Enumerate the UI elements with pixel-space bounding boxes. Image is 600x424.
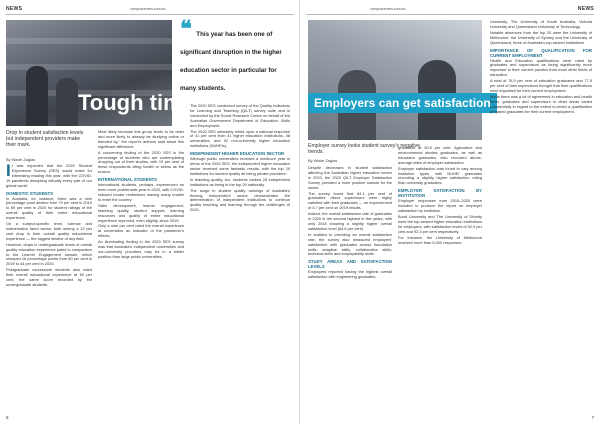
section-label: NEWS [6, 6, 23, 12]
article-column-3 [190, 104, 290, 414]
paragraph: Notable absences from the top 20 were the University of Melbourne, the University of Sydney and the University of Queensland, three of Australia's top-ranked institutions. [490, 29, 592, 45]
article-column-3 [490, 20, 592, 414]
article-caption: Drop in student satisfaction levels but independent providers make their mark. [6, 130, 84, 148]
paragraph: Despite decreases in student satisfaction affecting the Australian higher education sector in 2020, the 2020 QILT Employer Satisfaction Survey provided a more positive outlook for the sector. [308, 165, 392, 190]
section-heading: IMPORTANCE OF QUALIFICATION FOR CURRENT EMPLOYMENT [490, 47, 592, 58]
site-url[interactable]: campusreview.com.au [370, 7, 406, 11]
paragraph: The survey found that 84.1 per cent of graduates' direct supervisors were highly satisfied with their graduates — an improvement of 0.7 per cent on 2019 results. [308, 190, 392, 211]
photo-figure [26, 66, 48, 126]
article-photo [308, 20, 482, 140]
paragraph: Although public universities endured a mediocre year in terms of the 2020 SES, the independent higher education sector received some fantastic results, with the top 20 institutions for student quality all being private providers. [190, 156, 290, 176]
paragraph: Employer satisfaction was found to vary among institution types, with NUHEI graduates recording a slightly higher satisfaction rating than university graduates. [398, 165, 482, 186]
header-rule [306, 14, 594, 15]
paragraph: For instance, the University of Melbourne received more than 5,000 responses. [398, 234, 482, 245]
byline: By Wade Zaglas [6, 157, 36, 162]
byline: By Wade Zaglas [308, 158, 338, 163]
paragraph: Health and Education qualifications were rated by graduates and supervisors as being significantly more important to their current position than most other fields of education. [490, 57, 592, 78]
page-number: 6 [6, 415, 9, 420]
photo-shelf [6, 38, 172, 44]
photo-figure [56, 78, 78, 126]
article-title: Tough times [78, 90, 208, 115]
paragraph: On a subject-specific level, science and mathematics fared worse, both seeing a 13 per cent drop in their overall quality educational experience — the biggest decline of any field. [6, 221, 92, 241]
pull-quote-text: This year has been one of significant disruption in the higher education sector in particular for many students. [180, 31, 282, 92]
article-column-2 [98, 130, 184, 414]
paragraph: Only a nine per cent rated the overall experience at universities an indicator of the pandemic's effects. [98, 223, 184, 239]
section-heading: EMPLOYER SATISFACTION BY INSTITUTION [398, 188, 482, 199]
paragraph: It was expected that the 2020 Student Experience Survey (SES) would make for interesting reading this year, with the COVID-19 pandemic disrupting virtually every part of our global world. [6, 161, 92, 188]
paragraph: A concerning finding of the 2020 SES is the percentage of students who are contemplating dropping out of their studies, with 19 per cent of these respondents citing health or stress as the reason. [98, 149, 184, 175]
section-label: NEWS [577, 6, 594, 12]
paragraph: In addition to providing an overall satisfaction rate, the survey also measured employers' satisfaction with graduates across foundation skills, adaptive skills, collaborative skills, technical skills and employability skills. [308, 231, 392, 257]
section-heading: INTERNATIONAL STUDENTS [98, 177, 158, 183]
paragraph: graduates at 90.5 per cent. Agriculture and environmental studies graduates, as well as education graduates, also recorded above-average rates of employer satisfaction. [398, 145, 482, 165]
paragraph: Most likely because this group tends to be older and more likely to already be studying online or blended by," the report's authors said about this significant difference. [98, 129, 184, 149]
paragraph: A total of 78.9 per cent of education graduates and 77.5 per cent of their supervisors thought that their qualifications were important for their current employment. [490, 78, 592, 93]
paragraph: The 2020 SES conducted survey of the Quality Indicators for Learning and Teaching (QILT) survey suite and is conducted by the Social Research Centre on behalf of the Australian Government Department of Education, Skills and Employment. [190, 103, 290, 128]
paragraph: However, drops in undergraduate levels of overall quality education experience paled in comparison to the Learner Engagement domain, which slumped 16 percentage points from 60 per cent in 2019 to 44 per cent in 2020. [6, 241, 92, 267]
paragraph: In Australia, for instance, there was a nine percentage point decline from 79 per cent in 2019 to 69 per cent in 2020 for student ratings of the overall quality of their entire educational experience. [6, 195, 92, 221]
header-rule [6, 14, 294, 15]
section-heading: DOMESTIC STUDENTS [6, 190, 54, 196]
paragraph: In teaching quality, too, students ranked 28 independent institutions as being in the top 29 nationally. [190, 176, 290, 187]
paragraph: Postgraduate coursework students also rated their overall educational experience at 69 per cent, the same score recorded by the undergraduate students. [6, 267, 92, 287]
section-heading: STUDY AREAS AND SATISFACTION LEVELS [308, 259, 392, 270]
section-heading: INDEPENDENT HIGHER EDUCATION SECTOR [190, 151, 285, 157]
paragraph: Indeed, the overall satisfaction rate of graduates in 2020 is the second highest in five years, with only 2018 showing a slightly higher overall satisfaction level (84.6 per cent). [308, 211, 392, 231]
article-column-2 [398, 146, 482, 414]
drop-cap: I [6, 161, 11, 180]
article-caption: Employer survey looks student survey's negative trends. [308, 143, 420, 155]
paragraph: Skills development, learner engagement, teaching quality, student support, learning resources and quality of entire educational experience improved, even slightly, since 2019. [98, 202, 184, 223]
paragraph: Employer responses from 2018–2020 were included to produce the report on employer satisfaction by institution. [398, 198, 482, 214]
paragraph: The surge in student quality rankings of Australia's thriving independent sector demonstrates the determination of independent institutions to continue quality teaching and learning through the challenges of 2020. [190, 187, 290, 213]
right-page [300, 0, 600, 424]
site-url[interactable]: campusreview.com.au [130, 7, 166, 11]
article-column-1 [308, 166, 392, 414]
paragraph: Employers reported having the highest overall satisfaction with engineering graduates. [308, 269, 392, 280]
paragraph: The 2020 SES ultimately relied upon a national response of 41 per cent from 41 higher education institutions, 48 universities, and 92 non-university higher education institutions (NUHEIs). [190, 128, 290, 149]
article-column-1 [6, 161, 92, 414]
pull-quote [180, 16, 290, 95]
article-title: Employers can get satisfaction [308, 93, 497, 113]
quote-mark-icon: ❝ [180, 16, 192, 41]
paragraph: International students, perhaps, experienced an even more problematic year in 2020, with COVID-induced border restrictions leaving many unable to enter the country. [98, 182, 184, 202]
page-number: 7 [591, 415, 594, 420]
paragraph: Bond University and The University of Divinity were the top-ranked higher education institutions for employers, with satisfaction levels of 92.9 per cent and 92.3 per cent respectively. [398, 213, 482, 234]
paragraph: University, The University of South Australia, Victoria University and Queensland University of Technology. [490, 19, 592, 29]
paragraph: An illuminating finding in the 2020 SES survey was that Australia's independent universities and non-university providers may be in a better position than large public universities. [98, 239, 184, 259]
paragraph: While there was a lot of agreement in education and health fields, graduates and supervisors in other areas varied substantially in regard to the extent to which a qualification prepared graduates for their current employment. [490, 93, 592, 114]
